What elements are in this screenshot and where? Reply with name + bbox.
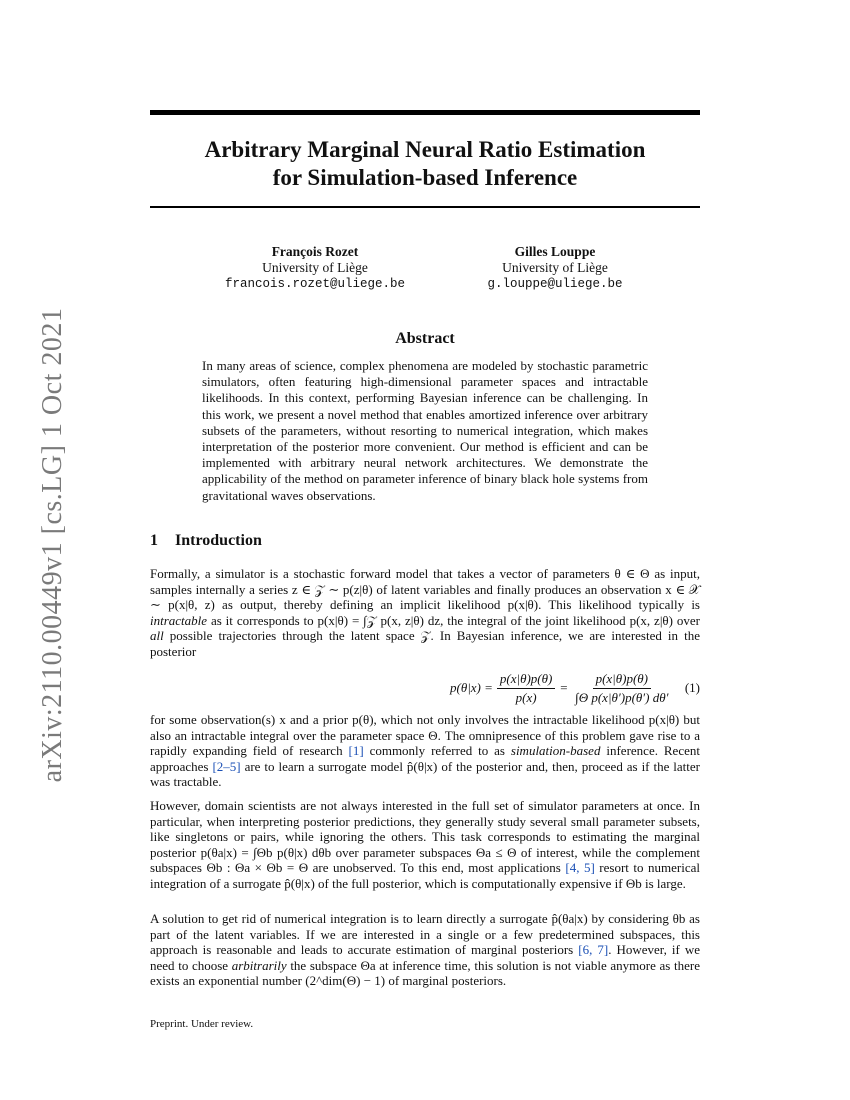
equation-fraction — [497, 671, 555, 706]
author-email[interactable]: francois.rozet@uliege.be — [224, 277, 406, 291]
equation-1 — [150, 668, 700, 708]
citation-link[interactable]: [1] — [348, 743, 364, 759]
author-name: François Rozet — [271, 244, 359, 259]
page-footer: Preprint. Under review. — [150, 1018, 254, 1030]
equation-number: (1) — [684, 680, 700, 695]
title-line-2: for Simulation-based Inference — [272, 165, 578, 190]
section-number: 1 — [150, 532, 158, 549]
author-name: Gilles Louppe — [514, 244, 596, 259]
section-title: Introduction — [175, 532, 262, 549]
author-email[interactable]: g.louppe@uliege.be — [487, 277, 623, 291]
fraction-numerator: p(x|θ)p(θ) — [497, 671, 555, 689]
author-affiliation: University of Liège — [262, 260, 368, 275]
citation-link[interactable]: [2–5] — [212, 758, 241, 774]
fraction-numerator: p(x|θ)p(θ) — [593, 671, 651, 689]
fraction-denominator: p(x) — [515, 689, 537, 705]
equation-equals: = — [559, 680, 569, 695]
abstract-text: In many areas of science, complex phenomena are modeled by stochastic parametric simulators, often featuring high-dimensional parameter spaces and intractable likelihoods. In this context, performing Bayesian inference can be challenging. In this work, we present a novel method that enables amortized inference over arbitrary subsets of the parameters, without resorting to numerical integration, which makes interpretation of the posterior more convenient. Our method is efficient and can be implemented with arbitrary neural network architectures. We demonstrate the applicability of the method on parameter inference of binary black hole systems from gravitational waves observations. — [202, 358, 648, 503]
equation-lhs: p(θ|x) = — [450, 680, 493, 695]
fraction-denominator: ∫Θ p(x|θ′)p(θ′) dθ′ — [575, 689, 669, 705]
intro-paragraph-2: for some observation(s) x and a prior p(θ), which not only involves the intractable likelihood p(x|θ) but also an intractable integral over the parameter space Θ. The omnipresence of this problem gave rise to a rapidly expanding field of research [1] commonly referred to as simulation-based inference. Recent approaches [2–5] are to learn a surrogate model p̂(θ|x) of the posterior and, then, proceed as if the latter was tractable. — [150, 712, 701, 790]
intro-paragraph-4: A solution to get rid of numerical integration is to learn directly a surrogate p̂(θa|x) by considering θb as part of the latent variables. If we are interested in a single or a few predetermined subspaces, this approach is reasonable and leads to accurate estimation of marginal posteriors [6, 7]. However, if we need to choose arbitrarily the subspace Θa at inference time, this solution is not viable anymore as there exists an exponential number (2^dim(Θ) − 1) of marginal posteriors. — [150, 911, 700, 989]
equation-fraction — [572, 671, 671, 706]
equation-body — [450, 668, 675, 708]
intro-paragraph-3: However, domain scientists are not always interested in the full set of simulator parameters at once. In particular, when interpreting posterior predictions, they generally study several small parameter subsets, like singletons or pairs, while ignoring the others. This task corresponds to estimating the marginal posterior p(θa|x) = ∫Θb p(θ|x) dθb over parameter subspaces Θa ≤ Θ of interest, while the complement subspaces Θb : Θa × Θb = Θ are unobserved. To this end, most applications [4, 5] resort to numerical integration of a surrogate p̂(θ|x) of the full posterior, which is computationally expensive if Θb is large. — [150, 798, 700, 891]
title-top-rule — [150, 110, 700, 115]
author-block — [460, 244, 650, 292]
citation-link[interactable]: [4, 5] — [565, 860, 595, 876]
title-line-1: Arbitrary Marginal Neural Ratio Estimation — [204, 137, 646, 162]
paper-title — [150, 136, 700, 192]
title-bottom-rule — [150, 206, 700, 208]
author-affiliation: University of Liège — [502, 260, 608, 275]
abstract-heading: Abstract — [395, 330, 455, 347]
author-block — [220, 244, 410, 292]
arxiv-stamp: arXiv:2110.00449v1 [cs.LG] 1 Oct 2021 — [37, 307, 68, 783]
section-heading-introduction — [150, 532, 262, 550]
intro-paragraph-1: Formally, a simulator is a stochastic forward model that takes a vector of parameters θ ∈ Θ as input, samples internally a series z ∈ 𝒵 ∼ p(z|θ) of latent variables and finally produces an observation x ∈ 𝒳 ∼ p(x|θ, z) as output, thereby defining an implicit likelihood p(x|θ). This likelihood typically is intractable as it corresponds to p(x|θ) = ∫𝒵 p(x, z|θ) dz, the integral of the joint likelihood p(x, z|θ) over all possible trajectories through the latent space 𝒵. In Bayesian inference, we are interested in the posterior — [150, 566, 700, 659]
citation-link[interactable]: [6, 7] — [578, 942, 609, 958]
